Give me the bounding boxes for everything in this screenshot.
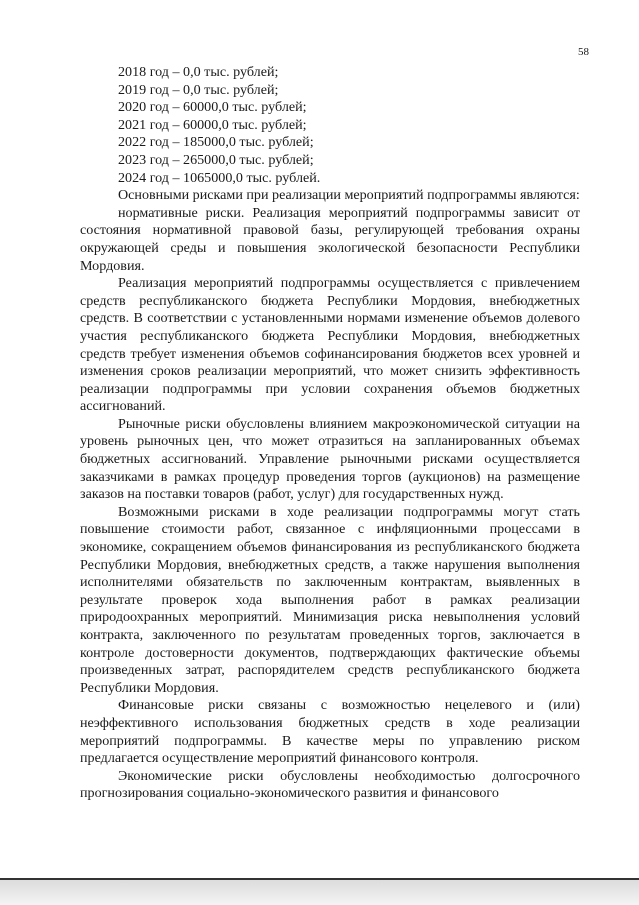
budget-line: 2023 год – 265000,0 тыс. рублей; — [118, 151, 314, 168]
budget-line: 2019 год – 0,0 тыс. рублей; — [118, 81, 279, 98]
budget-line: 2018 год – 0,0 тыс. рублей; — [118, 64, 279, 80]
budget-line: 2022 год – 185000,0 тыс. рублей; — [118, 134, 314, 151]
paragraph-financial-risks: Финансовые риски связаны с возможностью нецелевого и (или) неэффективного использования бюджетных средств в ходе реализации мероприятий подпрограммы. В качестве меры по управлению риском предлагается осуществление мероприятий финансового контроля. — [80, 697, 580, 767]
paragraph-economic-risks: Экономические риски обусловлены необходимостью долгосрочного прогнозирования социально-экономического развития и финансового — [80, 767, 580, 802]
budget-line: 2024 год – 1065000,0 тыс. рублей. — [118, 169, 321, 186]
paragraph-market-risks: Рыночные риски обусловлены влиянием макроэкономической ситуации на уровень рыночных цен, что может отразиться на запланированных объемах бюджетных ассигнований. Управление рыночными рисками осуществляется заказчиками в рамках процедур проведения торгов (аукционов) на размещение заказов на поставки товаров (работ, услуг) для государственных нужд. — [80, 415, 580, 503]
paragraph-implementation: Реализация мероприятий подпрограммы осуществляется с привлечением средств республиканского бюджета Республики Мордовия, внебюджетных средств. В соответствии с установленными нормами изменение объемов долевого участия республиканского бюджета Республики Мордовия, внебюджетных средств требует изменения объемов софинансирования бюджетов всех уровней и изменения сроков реализации мероприятий, что может снизить эффективность реализации подпрограммы при условии сохранения объемов бюджетных ассигнований. — [80, 275, 580, 415]
budget-line: 2020 год – 60000,0 тыс. рублей; — [118, 99, 307, 116]
paragraph-normative-risks: нормативные риски. Реализация мероприятий подпрограммы зависит от состояния нормативной правовой базы, регулирующей требования охраны окружающей среды и повышения экологической безопасности Республики Мордовия. — [80, 204, 580, 274]
page-number: 58 — [578, 46, 589, 58]
budget-line: 2021 год – 60000,0 тыс. рублей; — [118, 116, 307, 133]
paragraph-possible-risks: Возможными рисками в ходе реализации подпрограммы могут стать повышение стоимости работ, связанное с инфляционными процессами в экономике, сокращением объемов финансирования из республиканского бюджета Республики Мордовия, внебюджетных средств, а также нарушения выполнения исполнителями обязательств по заключенным контрактам, выявленных в результате проверок хода выполнения работ в рамках реализации природоохранных мероприятий. Минимизация риска невыполнения условий контракта, заключенного по результатам проведенных торгов, заключается в контроле достоверности документов, подтверждающих фактические объемы произведенных затрат, распорядителем средств республиканского бюджета Республики Мордовия. — [80, 503, 580, 696]
scan-bottom-shade — [0, 880, 639, 905]
budget-list — [80, 64, 580, 187]
document-body — [80, 64, 580, 803]
paragraph-risks-intro: Основными рисками при реализации мероприятий подпрограммы являются: — [118, 187, 580, 204]
